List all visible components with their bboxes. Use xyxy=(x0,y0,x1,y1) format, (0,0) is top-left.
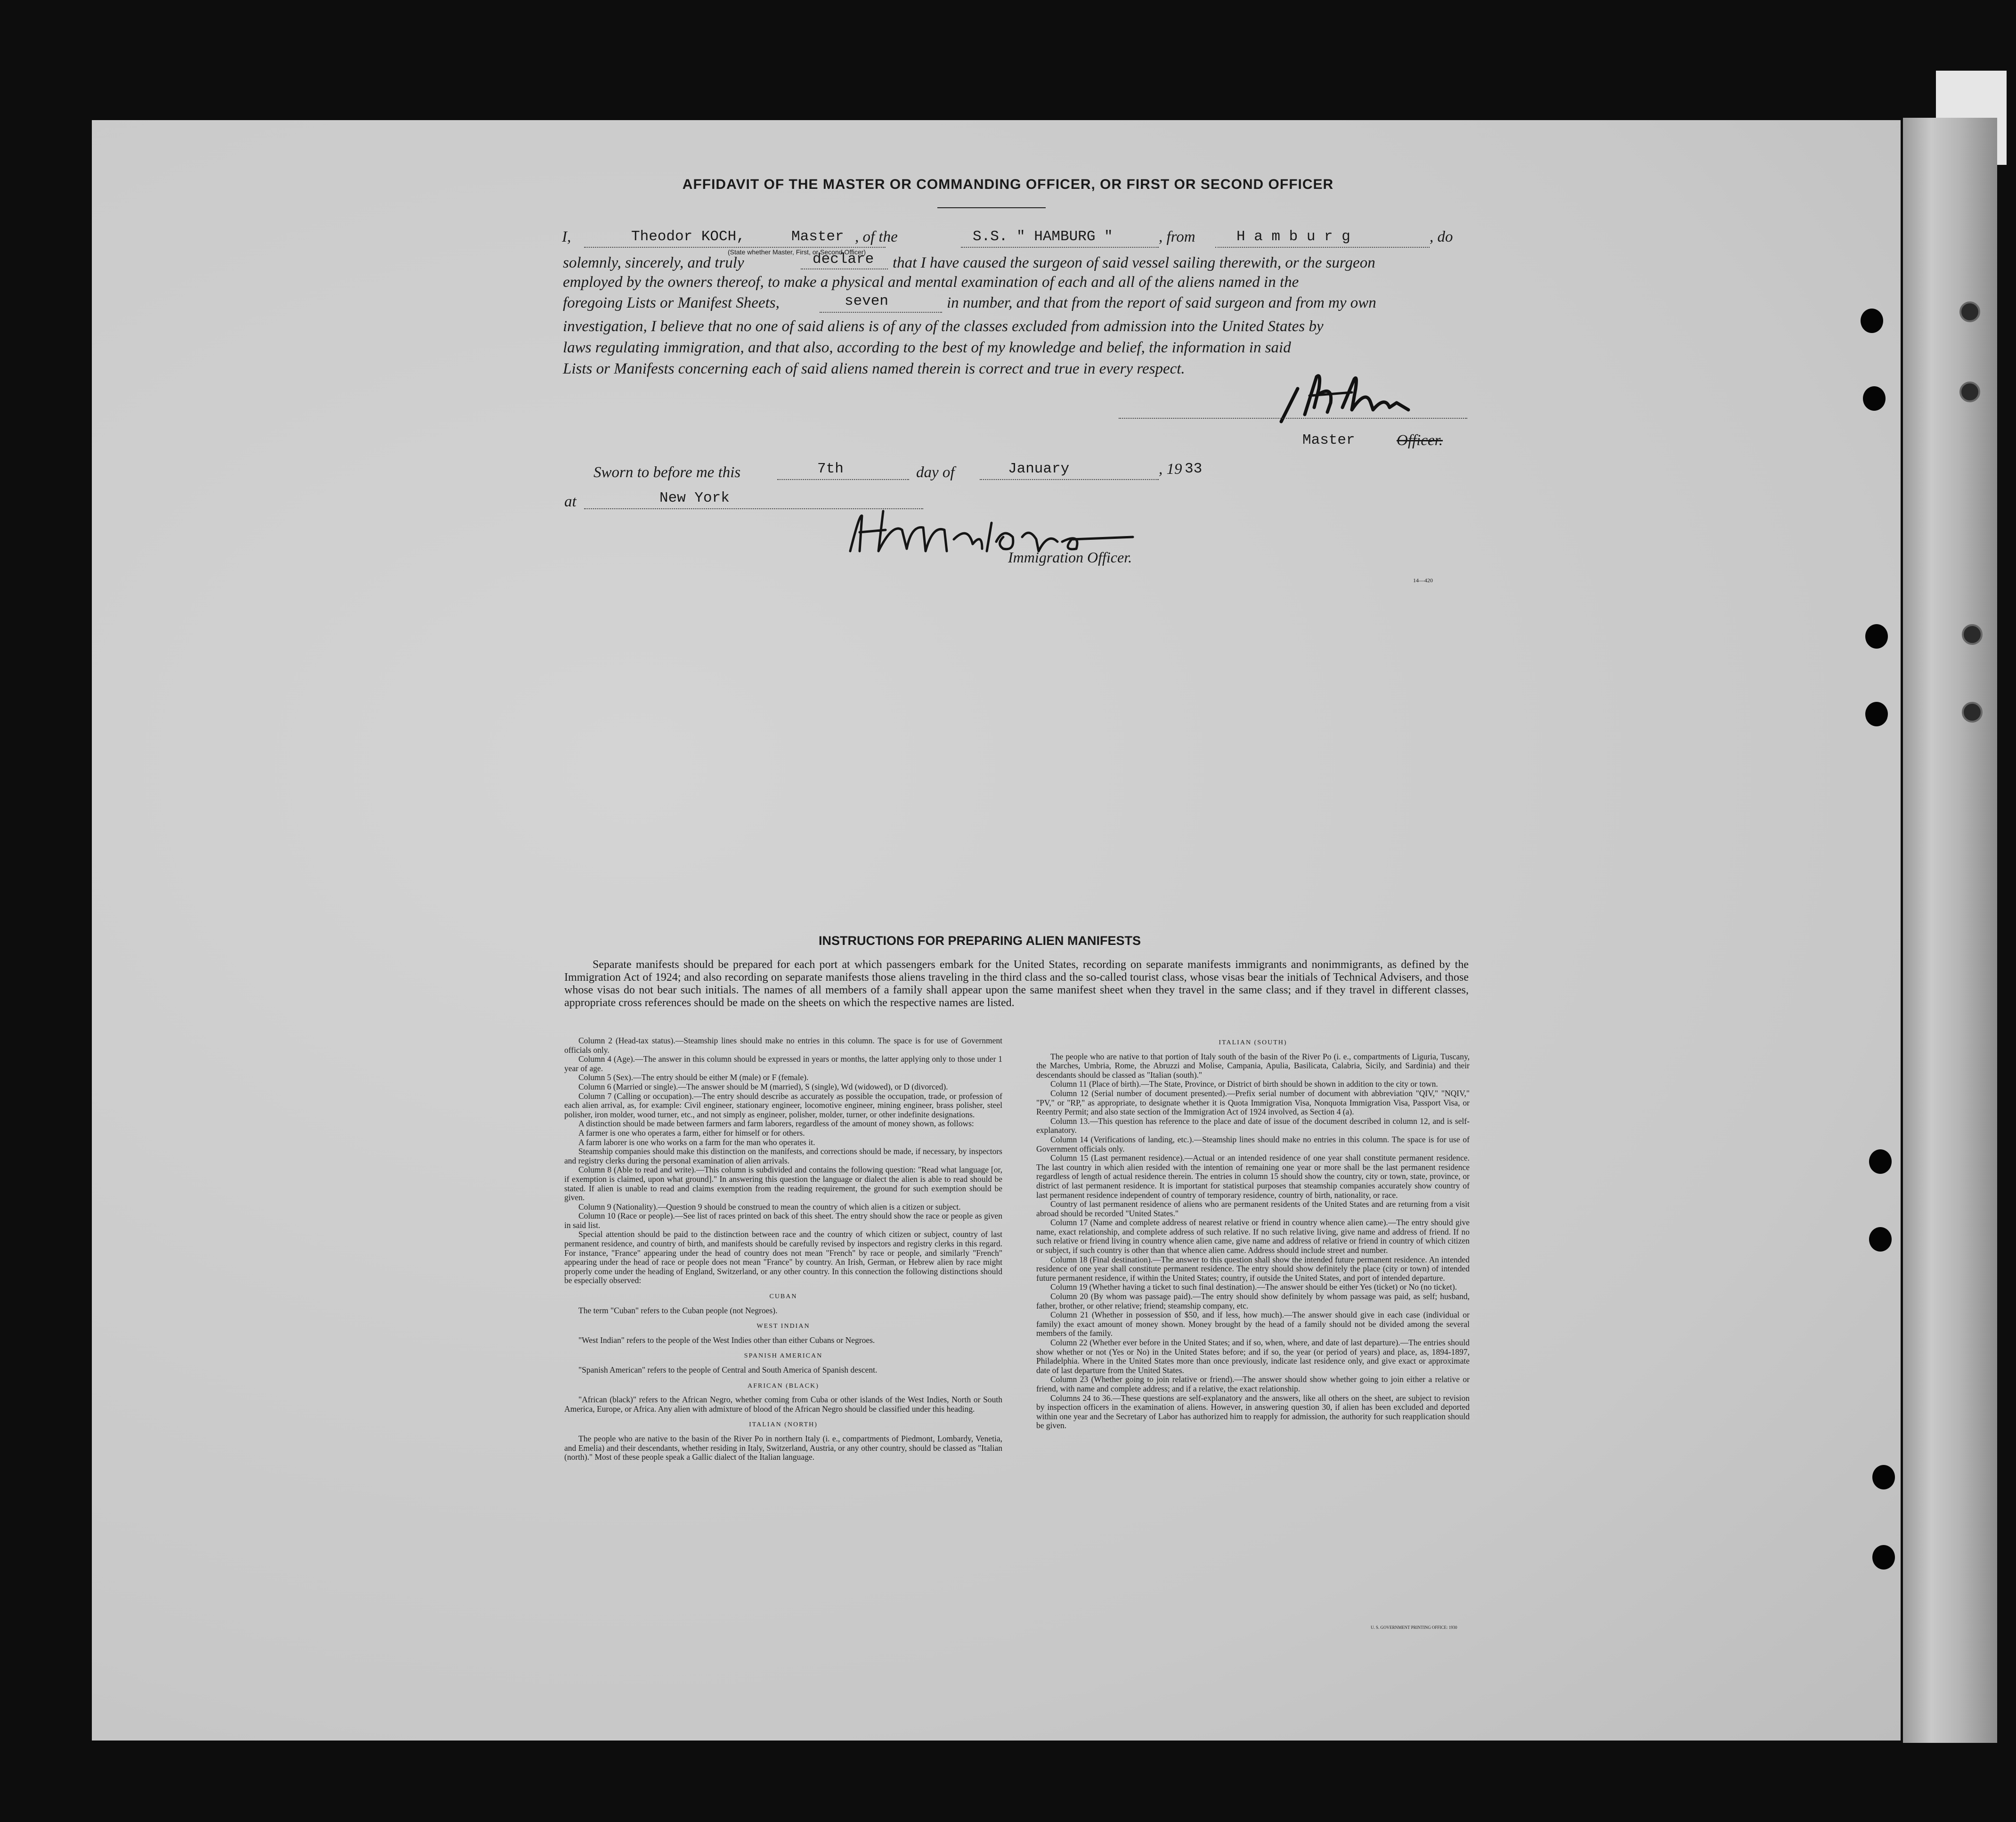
instruction-paragraph: Column 12 (Serial number of document presented).—Prefix serial number of document with abbreviation "QIV," "NQIV," "PV," or "RP," as appropriate, to designate whether it is Quota Immigration Visa, Nonquota Immigration Visa, Passport Visa, or Reentry Permit; and also state section of the Immigration Act of 1924 involved, as Section 4 (a). xyxy=(1036,1088,1470,1117)
instruction-paragraph: A distinction should be made between farmers and farm laborers, regardless of the amount of money shown, as follows: xyxy=(578,1119,974,1129)
instruction-paragraph: Steamship companies should make this distinction on the manifests, and corrections should be made, if necessary, by inspectors and registry clerks during the personal examination of alien arrivals. xyxy=(564,1147,1002,1165)
affidavit-line2a: solemnly, sincerely, and truly xyxy=(563,254,744,271)
affidavit-line4a: foregoing Lists or Manifest Sheets, xyxy=(563,294,780,311)
race-heading: SPANISH AMERICAN xyxy=(744,1352,823,1360)
instruction-paragraph: Column 23 (Whether going to join relative or friend).—The answer should show whether going to join either a relative or friend, with name and complete address; and if a relative, the exact relationship. xyxy=(1036,1375,1470,1393)
officer-title-struck: Officer. xyxy=(1397,432,1443,449)
race-definition: "African (black)" refers to the African Negro, whether coming from Cuba or other islands of the West Indies, North or South America, Europe, or Africa. Any alien with admixture of blood of the African Negro should be classified under this heading. xyxy=(564,1395,1002,1414)
rank-note: (State whether Master, First, or Second Officer) xyxy=(728,248,866,256)
sworn-month: January xyxy=(1008,461,1070,477)
punch-hole xyxy=(1872,1545,1895,1570)
declare-line xyxy=(801,268,888,269)
affidavit-do: , do xyxy=(1430,228,1453,245)
punch-hole xyxy=(1865,702,1888,726)
instruction-paragraph: A farmer is one who operates a farm, either for himself or for others. xyxy=(578,1128,805,1138)
instruction-paragraph: Column 18 (Final destination).—The answer to this question shall show the intended future permanent residence. An intended residence of one year shall constitute permanent residence. The entry should show definitely the place (city or town) of intended future permanent residence, if within the United States; country, if outside the United States, and port of intended departure. xyxy=(1036,1254,1470,1283)
rank-line xyxy=(584,246,886,248)
officer-title-typed: Master xyxy=(1302,432,1355,448)
instruction-paragraph: Column 8 (Able to read and write).—This column is subdivided and contains the following question: "Read what language [or, if exemption is claimed, upon what ground]." In answering this question the language or dialect the alien is able to read should be stated. If alien is unable to read and claims exemption from the reading requirement, the ground for such exemption should be given. xyxy=(564,1165,1002,1203)
affidavit-line6: laws regulating immigration, and that also, according to the best of my knowledge and belief, the information in said xyxy=(563,339,1291,356)
instruction-paragraph: Column 21 (Whether in possession of $50, and if less, how much).—The answer should give in each case (individual or family) the exact amount of money shown. Money brought by the head of a family should not be divided among the several members of the family. xyxy=(1036,1310,1470,1338)
instruction-paragraph: Column 14 (Verifications of landing, etc.).—Steamship lines should make no entries in this column. The space is for use of Government officials only. xyxy=(1036,1134,1470,1154)
instructions-left-column xyxy=(564,1036,1002,1462)
instructions-intro: Separate manifests should be prepared for each port at which passengers embark for the United States, recording on separate manifests immigrants and nonimmigrants, as defined by the Immigration Act of 1924; and also recording on separate manifests those aliens traveling in the third class and the so-called tourist class, whose visas bear the initials of Technical Advisers, and those whose visas do not bear such initials. The names of all members of a family shall appear upon the same manifest sheet when they travel in the same class; and if they travel in different classes, appropriate cross references should be made on the sheets on which the respective names are listed. xyxy=(564,959,1469,1009)
sworn-year-prefix: , 19 xyxy=(1159,461,1182,478)
vessel-line xyxy=(961,246,1159,248)
sworn-year: 33 xyxy=(1185,461,1203,477)
sworn-day-line xyxy=(777,478,909,480)
instruction-paragraph: Column 13.—This question has reference to the place and date of issue of the document described in column 12, and is self-explanatory. xyxy=(1036,1116,1470,1135)
sworn-day: 7th xyxy=(817,461,844,477)
instruction-paragraph: Column 19 (Whether having a ticket to such final destination).—The answer should be either Yes (ticket) or No (no ticket). xyxy=(1050,1282,1457,1292)
binder-strip xyxy=(1903,118,1997,1743)
affidavit-title: AFFIDAVIT OF THE MASTER OR COMMANDING OFFICER, OR FIRST OR SECOND OFFICER xyxy=(682,177,1334,192)
race-heading: ITALIAN (NORTH) xyxy=(749,1421,818,1429)
instruction-paragraph: Column 11 (Place of birth).—The State, Province, or District of birth should be shown in addition to the city or town. xyxy=(1050,1079,1438,1089)
punch-hole xyxy=(1861,309,1883,333)
instruction-paragraph: Column 4 (Age).—The answer in this column should be expressed in years or months, the latter applying only to those under 1 year of age. xyxy=(564,1054,1002,1073)
affidavit-line7: Lists or Manifests concerning each of said aliens named therein is correct and true in every respect. xyxy=(563,360,1185,377)
instruction-paragraph: Column 6 (Married or single).—The answer should be M (married), S (single), Wd (widowed), or D (divorced). xyxy=(578,1082,948,1091)
instruction-paragraph: Column 20 (By whom was passage paid).—The entry should show definitely by whom passage was paid, as self; husband, father, brother, or other relative; friend; steamship company, etc. xyxy=(1036,1292,1470,1310)
sworn-day-of: day of xyxy=(916,464,955,481)
punch-hole xyxy=(1865,624,1888,649)
sheet-count-line xyxy=(820,311,942,313)
affidavit-from: , from xyxy=(1159,228,1195,245)
race-heading: AFRICAN (BLACK) xyxy=(748,1382,819,1390)
race-definition: The term "Cuban" refers to the Cuban people (not Negroes). xyxy=(578,1305,778,1315)
sworn-month-line xyxy=(980,478,1159,480)
instruction-paragraph: Column 2 (Head-tax status).—Steamship lines should make no entries in this column. The space is for use of Government officials only. xyxy=(564,1036,1002,1055)
master-signature-line xyxy=(1119,417,1467,419)
instruction-paragraph: Column 7 (Calling or occupation).—The entry should describe as accurately as possible the occupation, trade, or profession of each alien arrival, as, for example: Civil engineer, stationary engineer, locomotive engineer, mining engineer, brass polisher, steel polisher, iron molder, wood turner, etc., and not simply as engineer, polisher, molder, turner, or other indefinite designations. xyxy=(564,1091,1002,1119)
instruction-paragraph: Columns 24 to 36.—These questions are self-explanatory and the answers, like all others on the sheet, are subject to revision by inspection officers in the examination of aliens. However, in answering question 30, if alien has been excluded and deported within one year and the Secretary of Labor has authorized him to reapply for admission, the authority for such reapplication should be given. xyxy=(1036,1393,1470,1431)
form-number: 14—420 xyxy=(1413,577,1433,584)
punch-hole xyxy=(1869,1227,1892,1252)
punch-hole xyxy=(1869,1149,1892,1174)
at-place: New York xyxy=(659,490,730,506)
binder-rivet xyxy=(1959,382,1980,402)
instruction-paragraph: The people who are native to that portion of Italy south of the basin of the River Po (i. e., compartments of Liguria, Tuscany, the Marches, Umbria, Rome, the Abruzzi and Molise, Campania, Apulia, Basilicata, Calabria, Sicily, and Sardinia) and their descendants should be classed as "Italian (south)." xyxy=(1036,1051,1470,1080)
at-label: at xyxy=(564,493,577,510)
race-heading: WEST INDIAN xyxy=(756,1323,810,1330)
instructions-title: INSTRUCTIONS FOR PREPARING ALIEN MANIFESTS xyxy=(818,934,1141,948)
instruction-paragraph: Column 17 (Name and complete address of nearest relative or friend in country whence alien came).—The entry should give name, exact relationship, and complete address of such relative. If no such relative living, give name and address of friend. If no such relative or friend living in country whence alien came, give name and address of relative or friend in country of which citizen or subject, if such country is other than that whence alien came. Address should include street and number. xyxy=(1036,1218,1470,1255)
instructions-right-column xyxy=(1036,1032,1470,1431)
binder-rivet xyxy=(1962,702,1983,723)
instruction-paragraph: Column 9 (Nationality).—Question 9 should be construed to mean the country of which alien is a citizen or subject. xyxy=(578,1202,961,1212)
affidavit-i: I, xyxy=(562,228,571,245)
affidavit-line5: investigation, I believe that no one of said aliens is of any of the classes excluded from admission into the United States by xyxy=(563,318,1324,335)
sheet-count: seven xyxy=(845,293,889,309)
instruction-paragraph: A farm laborer is one who works on a farm for the man who operates it. xyxy=(578,1137,815,1147)
instruction-paragraph: Country of last permanent residence of aliens who are permanent residents of the United States and are returning from a visit abroad should be recorded "United States." xyxy=(1036,1199,1470,1218)
sworn-label: Sworn to before me this xyxy=(593,464,741,481)
race-heading: CUBAN xyxy=(769,1293,797,1301)
departure-port: H a m b u r g xyxy=(1236,228,1350,245)
race-definition: The people who are native to the basin of the River Po in northern Italy (i. e., compartments of Piedmont, Lombardy, Venetia, and Emelia) and their descendants, whether residing in Italy, Switzerland, Austria, or any other country, should be classed as "Italian (north)." Most of these people speak a Gallic dialect of the Italian language. xyxy=(564,1433,1002,1462)
affidavit-line3: employed by the owners thereof, to make a physical and mental examination of each and all of the aliens named in the xyxy=(563,274,1299,291)
vessel-name: S.S. " HAMBURG " xyxy=(973,228,1113,245)
affidavit-line4b: in number, and that from the report of said surgeon and from my own xyxy=(947,294,1376,311)
master-name: Theodor KOCH, xyxy=(631,228,745,245)
instruction-paragraph: Column 15 (Last permanent residence).—Actual or an intended residence of one year shall constitute permanent residence. The last country in which alien resided with the intention of remaining one year or more shall be the last permanent residence regardless of length of actual residence therein. The entries in column 15 should show the country, city or town, state, province, or district of last permanent residence. It is important for statistical purposes that steamship companies accurately show country of last permanent residence independent of country of temporary residence, country of birth, nationality, or race. xyxy=(1036,1153,1470,1200)
instruction-paragraph: Column 22 (Whether ever before in the United States; and if so, when, where, and date of last departure).—The entries should show whether or not (Yes or No) in the United States before; and if so, the year (or period of years) and place, as, 1894-1897, Philadelphia. Where in the United States more than once previously, indicate last residence only, and give exact or approximate date of last departure from the United States. xyxy=(1036,1338,1470,1375)
binder-rivet xyxy=(1962,624,1983,645)
immigration-officer-label: Immigration Officer. xyxy=(1008,549,1132,566)
race-definition: "West Indian" refers to the people of the West Indies other than either Cubans or Negroes. xyxy=(578,1335,875,1345)
instruction-paragraph: Column 5 (Sex).—The entry should be either M (male) or F (female). xyxy=(578,1073,809,1082)
binder-rivet xyxy=(1959,301,1980,322)
instruction-paragraph: Special attention should be paid to the distinction between race and the country of which citizen or subject, country of last permanent residence, and country of birth, and manifests should be carefully revised by inspectors and registry clerks in this regard. For instance, "France" appearing under the head of country does not mean "French" by race or people, and similarly "French" appearing under the head of race or people does not mean "France" by country. An Irish, German, or Hebrew alien by race might properly come under the heading of England, Switzerland, or any other country. In this connection the following distinctions should be especially observed: xyxy=(564,1229,1002,1285)
race-definition: "Spanish American" refers to the people of Central and South America of Spanish descent. xyxy=(578,1365,878,1375)
port-line xyxy=(1215,246,1430,248)
rank-typed: Master xyxy=(791,228,844,245)
instruction-paragraph: Column 10 (Race or people).—See list of races printed on back of this sheet. The entry should show the race or people as given in said list. xyxy=(564,1211,1002,1230)
punch-hole xyxy=(1863,386,1886,411)
heading-italian-south: ITALIAN (SOUTH) xyxy=(1219,1039,1287,1046)
declare-typed: declare xyxy=(813,251,874,268)
title-rule xyxy=(937,207,1046,208)
affidavit-line2b: that I have caused the surgeon of said vessel sailing therewith, or the surgeon xyxy=(893,254,1375,271)
punch-hole xyxy=(1872,1465,1895,1489)
printer-note: U. S. GOVERNMENT PRINTING OFFICE: 1930 xyxy=(1371,1625,1457,1630)
affidavit-of-the: , of the xyxy=(855,228,898,245)
